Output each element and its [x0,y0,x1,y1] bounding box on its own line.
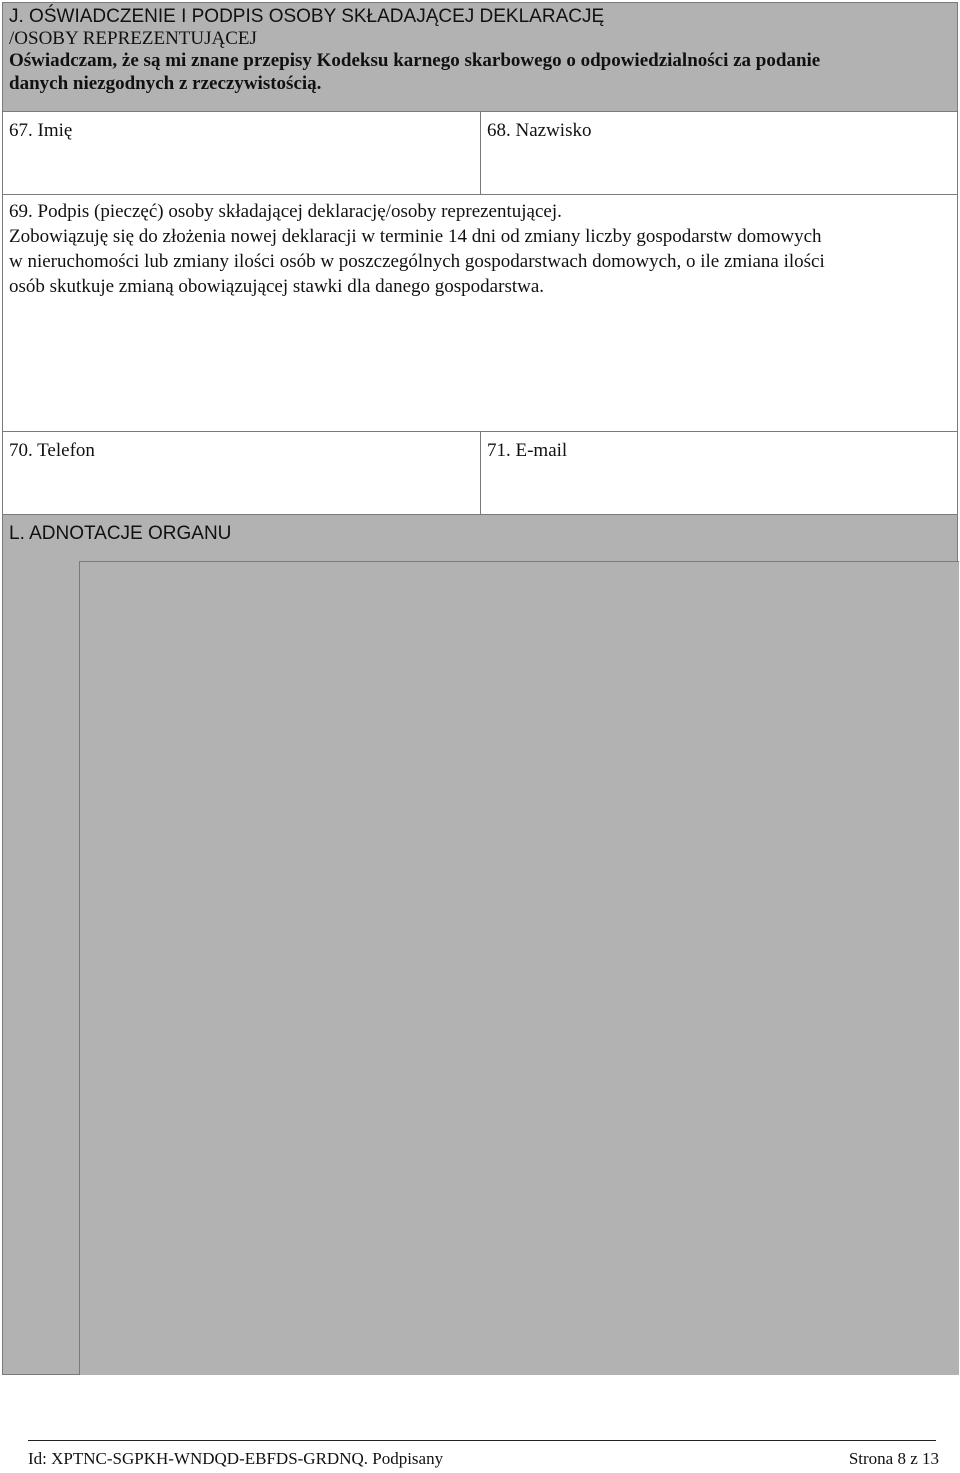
footer-divider [28,1440,936,1441]
section-j-title-line1: J. OŚWIADCZENIE I PODPIS OSOBY SKŁADAJĄCEJ DEKLARACJĘ [9,6,605,27]
last-name-label: 68. Nazwisko [487,120,592,141]
footer-page-info: Strona 8 z 13 [848,1449,939,1468]
phone-label: 70. Telefon [9,440,95,461]
section-l-annotation-area[interactable] [79,561,959,1375]
footer-doc-id: Id: XPTNC-SGPKH-WNDQD-EBFDS-GRDNQ. Podpisany [28,1449,444,1468]
email-field[interactable] [480,431,958,515]
section-j-header [2,2,958,112]
obligation-line1: Zobowiązuję się do złożenia nowej deklaracji w terminie 14 dni od zmiany liczby gospodarstw domowych [9,226,822,247]
section-j-statement-line2: danych niezgodnych z rzeczywistością. [9,73,322,94]
signature-field[interactable] [2,194,958,432]
obligation-line3: osób skutkuje zmianą obowiązującej stawki dla danego gospodarstwa. [9,276,545,297]
section-l-title: L. ADNOTACJE ORGANU [9,523,232,544]
obligation-line2: w nieruchomości lub zmiany ilości osób w poszczególnych gospodarstwach domowych, o ile zmiana ilości [9,251,825,272]
first-name-label: 67. Imię [9,120,73,141]
section-j-statement-line1: Oświadczam, że są mi znane przepisy Kodeksu karnego skarbowego o odpowiedzialności za podanie [9,50,821,71]
last-name-field[interactable] [480,111,958,195]
phone-field[interactable] [2,431,481,515]
first-name-field[interactable] [2,111,481,195]
section-l-panel [2,514,958,1375]
email-label: 71. E-mail [487,440,568,461]
section-j-title-line2: /OSOBY REPREZENTUJĄCEJ [9,28,257,49]
signature-label: 69. Podpis (pieczęć) osoby składającej deklarację/osoby reprezentującej. [9,201,562,222]
